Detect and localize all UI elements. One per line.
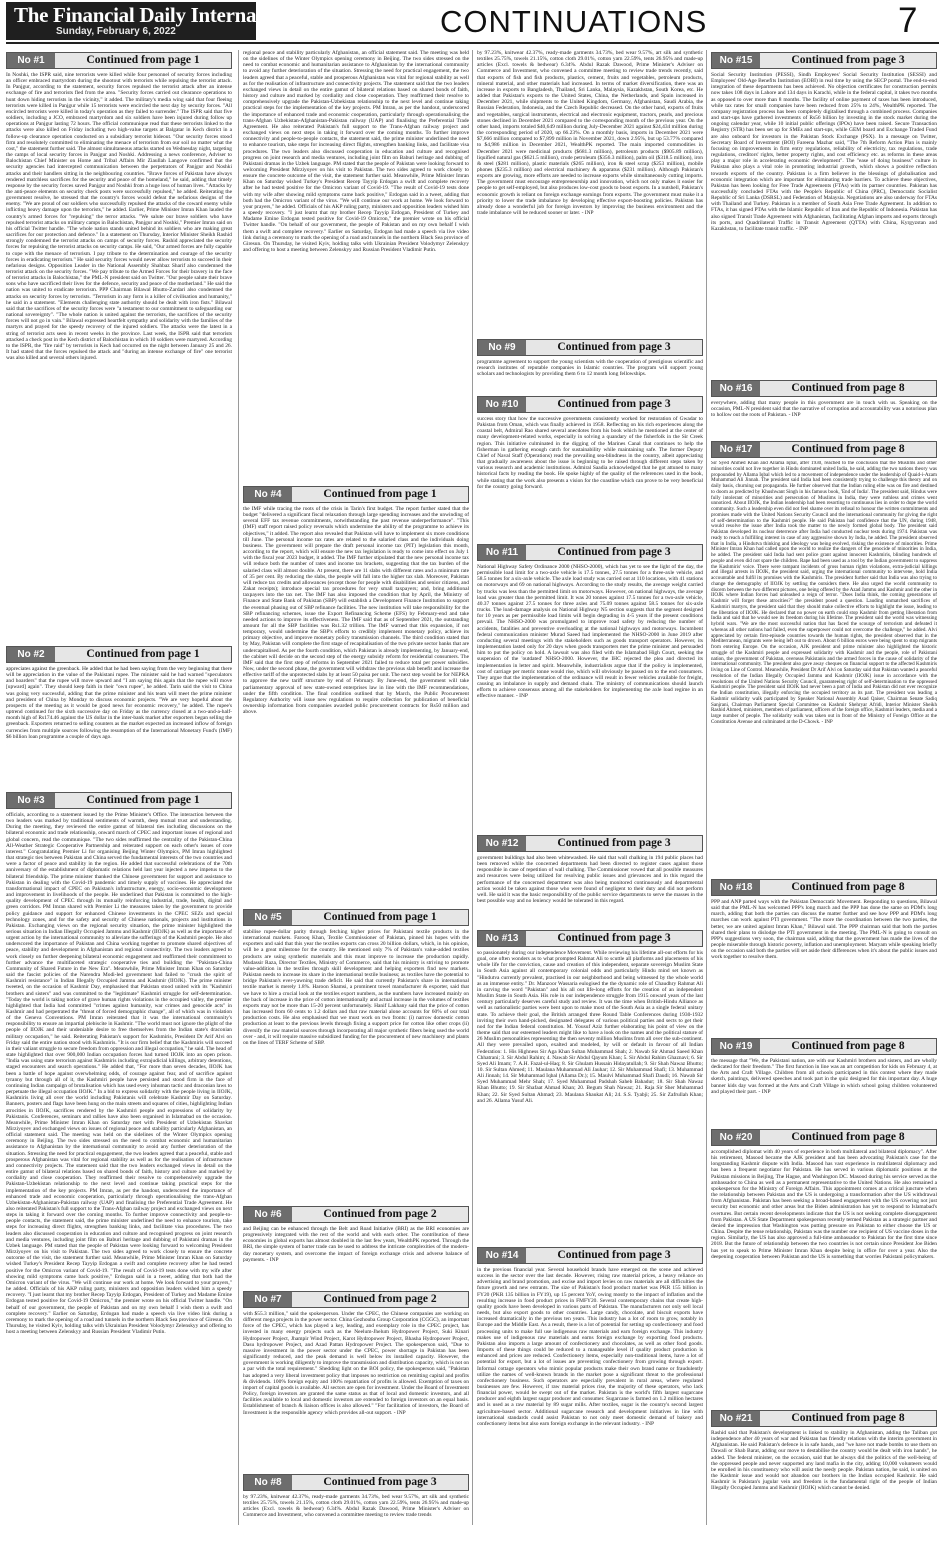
- article-body: appreciates against the greenback. He added that he had been saying from the very beginning that there will be appreciation in the value of the Pakistani rupee. The minister said he had warned "speculators and hoarders" that the rupee will move upward and "I am saying this again that the rupee will move [upward] again". They should keep faith in their "own rupee", he added. Tarin said the visit to China was going very successful, adding that the prime minister and his team will meet the prime minister and president of China by Monday to discuss economic projects. "We are very hopeful about the prospects of the meeting as it would be good news for economic recovery," he added. The rupee's uptrend continued for the sixth successive day on Friday as the currency closed at a two-and-a-half-month high of Rs174.46 against the US dollar in the inter-bank market after exporters began selling the greenback. Exporters returned to selling counters as the market expected an increased inflow of foreign currencies from multiple sources following the resumption of the International Monetary Fund's (IMF) $6 billion loan programme a couple of days ago.: [6, 666, 232, 740]
- article-number: No #11: [478, 545, 526, 560]
- article-number: No #12: [478, 836, 526, 851]
- article-header: [243, 909, 469, 926]
- article-continuation-title: Continued from page 3: [557, 546, 671, 558]
- article-body: the message that "We, the Pakistani nation, are with our Kashmiri brothers and sisters, and are wholly dedicated for their freedom." The first function in line was an art competition for kids on February 4, at the Arts and Craft Village. Children from all schools participated in this contest where they made sketch, paintings, delivered speeches and took part in the quiz designed for this important day. A huge banner kids day was formed at the Arts and Craft Village in which school going children volunteered and played their part. - INP: [711, 1058, 937, 1095]
- article-header: [243, 486, 469, 503]
- article-header: [6, 52, 232, 69]
- article-number: No #10: [478, 397, 526, 412]
- article-continuation-title: Continued from page 1: [86, 648, 200, 660]
- article-header: [477, 544, 703, 561]
- article-number: No #19: [712, 1039, 760, 1054]
- newspaper-title: The Financial Daily International: [14, 3, 306, 27]
- article-body: the IMF while tracing the roots of the crisis in Tarin's first budget. The report further stated that the budget "delivered a significant fiscal relaxation through large spending increases and the unwinding of several EFF tax revenue commitments, notwithstanding the past revenue underperformance". "This (IMF) staff report raised policy reversals which undermine the ability of the programme to achieve its objectives," it added. The report also revealed that Pakistan will have to implement six more conditions till June. The personal income tax rates are related to the salaried class and the individuals doing business. The government will prepare the draft personal income tax (PIT) legislation this month, according to the report, which will ensure the new tax legislation is ready to come into effect on July 1 with the fiscal year 2023 budget, it added. The IMF further stipulated that the new personal income tax will reduce both the number of rates and income tax brackets, suggesting that the tax burden of the salaried class will almost double. At present, there are 11 slabs with different rates and a minimum rate of 35 per cent. By reducing the slabs, the people will fall into the higher tax slab. Moreover, Pakistan will reduce tax credits and allowances (except those for people with disabilities and senior citizens, and Zakat receipts); introduce special tax procedures for very small taxpayers; and, bring additional taxpayers into the tax net. The IMF has also imposed the condition that by April, the Ministry of Finance and State Bank of Pakistan (SBP) will establish a Development Finance Institution to support the eventual phasing out of SBP refinance facilities. The new institution will take responsibility for the SBP refinancing schemes, issue the Export Refinancing Scheme (EFS) by February-end and take needed actions to improve its effectiveness. The IMF said that as of September 2021, the outstanding amount for all the SBP facilities was Rs1.32 trillion. The IMF warned that this expansion, if not temporary, would undermine the SBP's efforts to credibly implement monetary policy, achieve its primary objective, and improve monetary policy transmission channels. The third condition stated that by May, Pakistan will complete the first stage of recapitalisation of the two private sector banks that are undercapitalised. As per the fourth condition, which Pakistan is already implementing, by January-end, the cabinet will decide on the second step of the energy subsidy reform for residential consumers. The IMF said that the first step of reforms in September 2021 failed to reduce total per power subsidies. Now, under the second phase, the government will withdraw the previous slab benefit and increase the effective tariff of the unprotected slabs by at least 50 paisa per unit. The next step would be for NEPRA to approve the new tariff structure by end of February. By June-end, the government will take parliamentary approval of new state-owned enterprises law in line with the IMF recommendations, under the fifth condition. The final condition outlined that by March, the Public Procurement Regulatory Authority will issue new regulations to require collection for publication of beneficial ownership information from companies awarded public procurement contracts for Rs50 million and above.: [243, 506, 469, 716]
- column-divider: [238, 50, 239, 1525]
- article-body: Rashid said that Pakistan's development is linked to stability in Afghanistan, adding the Taliban got independence after 40 years of war and Pakistan has friendly relations with the interim government in Afghanistan. He said Pakistan's defence is in safe hands, and "we have not made bombs to use them on Dawali or Shab Barat, adding our move to destabilise the country would be dealt with iron hands", he added. The federal minister, on the occasion, said that he always did the politics of the well-being of the oppressed people and never supported any land mafia in the city, adding 10,000 volunteers would be enrolled in his constituency who will assist the needy people. Pakistan nation, he said, is united on the Kashmir issue and would not abandon our brothers in the Indian occupied Kashmir. He said Kashmir is Pakistan's jugular vein and freedom is the fundamental right of the people of Indian Illegally Occupied Jammu and Kashmir (IIOJK) which cannot be denied.: [711, 1430, 937, 1492]
- article-continuation-title: Continued from page 8: [791, 1412, 905, 1424]
- article-header: [243, 1474, 469, 1491]
- column-3: [477, 50, 703, 1488]
- article-body: Sir Syed Ahmed Khan and Allama Iqbal, after 1930, reached to the conclusion that the Muslims and other minorities could not live together in Hindu dominated united India, he said, adding the two nations theory was propounded by Allama Iqbal which led to a movement of independence under the leadership of Quaid-i-Azam Muhammad Ali Jinnah. The president said India had been consistently trying to challenge this theory and on daily basis, churning out propaganda. He further observed that the Indian ruling elite was on fire and destined to doom as predicted by Khushwant Singh in his famous book, 'End of India'. The president said, Hindus were fully intolerant of minorities and persecution of Muslims in India, they were ruthless and crimes went unnoticed. About IIOJK, the Indian leadership had been resorting to continuous lies in order to dupe the world community. Such a leadership even did not feel shame over its refusal to honour the written commitments and promises made with the United Nations Security Council and the international community for giving the right of self-determination to the Kashmiri people. He said Pakistan had confidence that the UN, during 1948, would resolve the issue after India took the matter to the newly formed global body. The president said Pakistan developed its nuclear deterrence after India had conducted nuclear tests during 1974. Pakistan was ready to reach a fulfilling interest in case of any aggressive shown by India, he added. The president observed that in India, a Hindutva thinking and ideology was being evolved, risking the existence of minorities. Prime Minister Imran Khan had called upon the world to realize the dangers of the genocide of minorities in India, he added. The president said India had sent police grant against innocent Kashmiris, blinding hundreds of people and even did not spare the children. Rape had been used as a tool by the Indian government to suppress the Kashmiris' voice. There were rampant incidents of gross human rights violations, extra-judicial killings and illegal arrests in IIOJK, the president said, urging the international community to intervene, hold India accountable and fulfil its promises with the Kashmiris. The president further said that India was also trying to change the demography of IIOJK by settling the outsiders there. He also urged the world community to discern between the two different pictures, one being offered by the Azad Jammu and Kashmir and the other in IIOJK where Indian forces had unleashed a reign of terror. "Does India think, the coming generations of Kashmir will forget these atrocities?" the president posed a question. Lauding unmatched sacrifices of Kashmiri martyrs, the president said that they should make collective efforts to highlight the issue, leading to the liberation of IIOJK. He declared that no power on earth could stop Kashmir from getting liberation from India and said that he would see its freedom during his lifetime. The president said the world was witnessing hybrid wars. "We are the most successful nation that has faced the scourge of terrorism and defeated it whereas all other nations had failed, even the superpower could not overcome the challenge," he added. Alvi appreciated by certain first-episode countries towards the human rights, the president observed that in the Mediterranean, migrants were being left out to drown. About 6 billion euros were being spent to stop migrants from entering Europe. On the occasion, AJK president and prime minister also highlighted the historic struggle of the Kashmiri people and expressed solidarity with Kashmir and the people, role of Pakistani nation, the government of Pakistan, overseas Pakistanis and the armed forces in the cause of solidarity of the international community. The president also gave away cheques on financial support to the affected Kashmiris living on Line of Control. Meanwhile, President Dr Arif Alvi on Saturday said that Pakistan wanted a peaceful resolution of the Indian Illegally Occupied Jammu and Kashmir (IIOJK) issue in accordance with the resolutions of the United Nations Security Council, guaranteeing right of self-determination to the oppressed Kashmiri people. The president said IIOJK had never been a part of India and Pakistan did not ever recognize the Indian constitution, illegally enforcing the occupied territory as its part. The president was leading a Kashmir solidarity walk participated by Speaker National Assembly Asad Qaiser, Chairman Senate Sadiq Sanjrani, Chairman Parliament Special Committee on Kashmir Shehryar Afridi, Interior Minister Sheikh Rashid Ahmed, ministers, members of parliament, officers of the foreign office, Kashmiri leaders, media and a large number of people. The solidarity walk was taken out in front of the Ministry of Foreign Office at the Constitution Avenue and culminated at the D-Chowk. - INP: [711, 461, 937, 725]
- article-header: [477, 1247, 703, 1264]
- article-header: [477, 339, 703, 356]
- article-body: stabilise rupee-dollar parity through fetching higher prices for Pakistani textile products in the international markets. Farooq Khan, Textile Commissioner of Pakistan, pinned his hopes with the exporters and said that this year the textiles exports can cross 20 billion dollars, which, in his opinion, will be a great milestone for the country. He mentioned only 7% of Pakistan's value-added textiles products are using synthetic materials and this must improve to increase the production rapidly. Mudassir Raza, Director Textiles, Ministry of Commerce, said that his ministry is striving to promote value-addition in the textiles through skill development and helping exporters find new markets. Pakistan needs to increase its share in the international textile business; as textiles have the potential to bridge Pakistan's ever-yawning trade deficit. He said that currently Pakistan's share in international textile market is merely 1.8%. Haroon Shamsi, a prominent towel manufacturer & exporter, said that we have to hire a crucial look at the textiles export numbers, as the numbers have increased mainly on the back of increase in the price of cotton internationally and actual increase in the volumes of textiles exports may not be more than 15-20 percent unfortunately. Hanif Lakhany said that the price of cotton has increased from 60 cents to 1.2 dollars and that raw material alone accounts for 60% of our total production costs. He also emphasised that we must work on two fronts: (i) narrow domestic cotton production at least to the previous levels through fixing a support price for cotton like other crops (ii) diversify the raw material sources through incorporating all major synthetic fibers being used the world over - and, it will require massive subsidized funding for the procurement of new machinery and plants on the lines of TERF Scheme of SBP.: [243, 929, 469, 1046]
- article-continuation-title: Continued from page 1: [86, 794, 200, 806]
- article-number: No #14: [478, 1248, 526, 1263]
- article-continuation-title: Continued from page 2: [323, 1208, 437, 1220]
- article-number: No #6: [244, 1207, 292, 1222]
- article-body: so passionately during our independence Movement. While reviewing his lifetime all-out efforts for his goal, one often wonders as to what prompted Rahmat Ali to scuttle all platforms and placements of his whole life for the conviction, cause and creation of this independent, separate sovereign Muslim State in South Asia against all contemporary colonial odds and particularly Hindu mind set known as "Hindutva currently prevalent, practised in our neighborhood and being witnessed by the whole world as an immense entity." Dr. Manzoor Wassaria eulogised the the dynamic role of Chaudhry Rahmat Ali in carving the word "Pakistan" and his all out life-long efforts for the creation of an independent Muslim State in South Asia. His role in our independence struggle from 1915 onward years of the last century particularly deserves careful study and review. It was the time when British-Hindu Alliance as well as nationalistic parties were bent upon to make most of the South Asia as a single federal unitary state. To achieve their goal, the British arranged three Round Table Conferences during 1930-1932 inviting their own hand-picked, designated delegates of various political parties and sects to get their nod for the Indian federal constitution. M. Yousuf Aziz further elaborating his point of view on the theme said that our esteemed leaders might like to have a look on the names and the political stature of 26 Muslim personalities representing the then seventy million Muslims from all over the sub-continent. All they were prevailed upon, exalted and modeled, by will or default in favour of all Indian Federation: 1. His Highness Sir Aga Khan Sultan Muhammad Shah; 2. Nawab Sir Ahmad Saeed Khan Chhatrani; 3. Sir Abdul Rahim; 4. Nawab Sir Abdul Qayum Khan; 5. Sir Abdul Rahim Ghaznavi; 6. Sir Syed Ali Imam; 7. A.H. Fazal-ul-Haq; 8. Sir Ghulam Hussain Hidayatullah; 9. Sir Shah Nawaz Bhutto; 10. Sir Sultan Ahmed; 11. Maulana Muhammad Ali Jauhar; 12. Sir Muhammad Shafi; 13. Muhammad Ali Jinnah; 14. Sir Muhammad Iqbal (Allama Dr.); 15. Maulvi Muhammad Shafi Daudi; 16. Nawab Sir Syed Muhammad Mehr Shah; 17. Syed Muhammad Padshah Saheb Bahadur; 18. Sir Shah Nawaz Khan Bhutto; 19. Sir Shafaat Ahmad Khan; 20. Begum Shah Nawaz; 21. Raja Sir Sher Muhammad Khan; 22. Sir Syed Sultan Ahmad; 23. Maulana Shaukat Ali; 24. S.S. Tyabji; 25. Sir Zafrullah Khan; and 26. Allama Yusuf Ali.: [477, 950, 703, 1104]
- article-header: [477, 835, 703, 852]
- column-1: [6, 50, 232, 1497]
- article-number: No #18: [712, 880, 760, 895]
- article-body: with $55.3 million," said the spokesperson. Under the CPEC, the Chinese companies are working on different mega projects in the power sector. China Gezhouba Group Corporation (CGGC), an important force of the CPEC, which has played a key, leading, and exemplary role in the CPEC project, has invested in many energy projects such as the Neelum-Jhelum Hydropower Project, Suki Kinari Hydropower Project, Jhampir Wind Project, Karot Hydropower Project, Bhasha Hydropower Project, Dasu hydropower Project, and Azad Pattan Hydropower Project. The spokesperson said, "Due to massive investment in the power sector under the CPEC, power shortage in Pakistan has been significantly reduced, and the peak demand is well below its installed capacity. However, the government is working diligently to improve the transmission and distribution capacity, which is not on a par with the total requirement." Shedding light on the BOI policy, the spokesperson said, "Pakistan has adopted a very liberal investment policy that imposes no restriction on remitting capital and profits & dividends. 100% foreign equity and 100% repatriation of profits is allowed. Exemption of taxes on import of capital goods is available. All sectors are open for investment. Under the Board of Investment Policy, foreign investors are granted the same status as that of local and domestic investors, and all facilities available to local and domestic investors are extended to foreign investors on an equal basis. Establishment of branch & liaison offices is also allowed." "For facilitation of investors, the Board of Investment is the responsible agency which provides all-out support. - INP: [243, 1311, 469, 1416]
- article-continuation-title: Continued from page 8: [791, 1131, 905, 1143]
- column-divider: [706, 50, 707, 1525]
- article-body: Social Security Institution (PESSI), Sindh Employees' Social Security Institution (SESSI) and Employees' Old-Age Benefits Institution (EOBI) in real time by using the SECP portal. The end-to-end integration of these departments has been achieved. No objection certificates for construction permits now takes 108 days in Lahore and 134 days in Karachi, while in the federal capital, it takes two months as opposed to over more than 8 months. The facility of online payment of taxes has been introduced, while tax rates for small companies have been reduced from 25% to 24%, WealthPK reported. The company registration process has been completely digitalised through a combined process. Companies and start-ups have gathered investments of Rs56 billion by investing in the stock market during the ongoing calendar year, while 10 initial public offerings (IPOs) have been raised. Secure Transaction Registry (STR) has been set up for SMEs and start-ups, while GEM board and Exchange Traded Fund are also onboard for investors in the Pakistan Stock Exchange (PSX). In a message on Twitter, Secretary Board of Investment (BOI) Fareena Mazhar said, "The 7th Reform Action Plan is mainly focusing on improvements in firm entry regulations, reliability of electricity, tax regulations, trade regulations, creditors' rights, better property rights, and cost efficiency etc. as reforms in these areas play a major role in accelerating economic development". The "ease of doing business" culture in Pakistan also plays a vital role in promoting industrial growth, which shows a positive reflection towards exports of the country. Pakistan is a firm believer in the blessings of globalisation and economic integration which are important for eliminating trade barriers. To achieve these objectives, Pakistan has been looking for Free Trade Agreements (FTAs) with its partner countries. Pakistan has successfully concluded FTAs with the People's Republic of China (PRC), Democratic Socialist Republic of Sri Lanka (DSRSL) and Federation of Malaysia. Negotiations are also underway for FTAs with Thailand and Turkey. Pakistan is a member of South Asia Free Trade Agreement. In addition to FTAs, it has signed PTAs with the Islamic Republic of Iran and the Republic of Indonesia. Pakistan has also signed Transit Trade Agreement with Afghanistan, facilitating Afghan imports and exports through its ports, and Quadrilateral Traffic in Transit Agreement (QTTA) with China, Kyrgyzstan and Kazakhstan, to facilitate transit traffic. - INP: [711, 72, 937, 232]
- article-continuation-title: Continued from page 3: [323, 1476, 437, 1488]
- article-body-start: by 97.23%, knitwear 42.37%, ready-made garments 34.73%, bed wear 9.57%, art silk and synthetic textiles 25.75%, towels 21.15%, cotton cloth 29.01%, cotton yarn 22.59%, tents 26.95% and made-up articles (Excl. towels & bedwear) 6.34%. Abdul Razak Dawood, Prime Minister's Adviser on Commerce and Investment, who convened a committee meeting to review trade trends: [243, 1494, 469, 1519]
- article-header: [711, 1038, 937, 1055]
- article-number: No #2: [7, 647, 55, 662]
- article-continuation-title: Continued from page 8: [791, 881, 905, 893]
- masthead: [0, 0, 945, 44]
- article-body: by 97.23%, knitwear 42.37%, ready-made garments 34.73%, bed wear 9.57%, art silk and synthetic textiles 25.75%, towels 21.15%, cotton cloth 29.01%, cotton yarn 22.59%, tents 26.95% and made-up articles (Excl. towels & bedwear) 6.34%. Abdul Razak Dawood, Prime Minister's Adviser on Commerce and Investment, who convened a committee meeting to review trade trends recently, said that exports of fish and fish products, plastics, cement, fruits and vegetables, petroleum products, mineral material, and other materials had increased. In terms of market diversification, there was an increase in exports to Bangladesh, Thailand, Sri Lanka, Malaysia, Kazakhstan, South Korea, etc. He added that Pakistan's exports to the United States, China, the Netherlands, and Spain increased in December 2021, while shipments to the United Kingdom, Germany, Afghanistan, Saudi Arabia, the Russian Federation, Indonesia, and the Czech Republic decreased. On the other hand, exports of fruits and vegetables, surgical instruments, electrical and electronic equipment, tractors, pearls, and precious stones declined in December 2021 compared to the corresponding month of the previous year. On the other hand, imports totaled $40,649 million during July-December 2021 against $24,434 million during the corresponding period of 2020, up 66.23%. On a monthly basis, imports in December 2021 were $7,666 million compared to $7,899 million in November 2021, down 2.95%, but up 53.77% compared to $4,986 million in December 2021, WealthPK reported. The main imported commodities in December 2021 were medicinal products ($681.3 million), petroleum products ($905.89 million), liquified natural gas ($621.5 million), crude petroleum ($356.3 million), palm oil ($318.5 million), iron & steel ($281 million), plastic materials ($265 million), iron & steel scrap ($253 million), mobile phones ($235.3 million) and electrical machinery & apparatus ($231 million). Although Pakistan's exports are growing, more efforts are needed to increase exports while simultaneously cutting imports. The government must encourage entrepreneurship and innovation, which not only makes it easier for people to get self-employed, but also produces low-cost goods to boost exports. In a nutshell, Pakistan's economic growth is reliant on foreign exchange earnings from exports. The government must make it a priority to lower the trade imbalance by developing effective export-boosting policies. Pakistan has already done a wonderful job for foreign investors by improving the business environment and the trade imbalance will be reduced sooner or later. - INP: [477, 50, 703, 217]
- article-body: officials, according to a statement issued by the Prime Minister's Office. The interaction between the two leaders was marked by traditional sentiments of warmth, deep mutual trust and understanding. During the meeting, they reviewed the entire gamut of bilateral ties including discussions on the bilateral economic and trade relationship, onward march of CPEC and important issues of regional and global concern, read the communique. "The two sides reaffirmed the centrality of the Pakistan-China All-Weather Strategic Cooperative Partnership and reiterated support on each other's issues of core interest." Congratulating Premier Li for organising Beijing Winter Olympics, PM Imran highlighted that strategic ties between Pakistan and China served the fundamental interests of the two countries and were a factor of peace and stability in the region. He added that successful celebrations of the 70th anniversary of the establishment of diplomatic relations held last year injected a new impetus to the bilateral friendship. The prime minister thanked the Chinese government for support and assistance to Pakistan in dealing with the Covid-19 pandemic and timely supply of vaccines. He appreciated the transformational impact of CPEC on Pakistan's infrastructure, energy, socio-economic development and improvement in livelihoods of the people. He underlined that Pakistan is committed to the high-quality development of CPEC through its mutually reinforcing industrial, trade, health, digital and green corridors. PM Imran shared with Premier Li the measures taken by the government to provide policy guidance and support for enhanced Chinese investments in the CPEC SEZs and special technology zones, and for the safety and security of Chinese nationals, projects and institutions in Pakistan. Exchanging views on the regional security situation, the prime minister highlighted the serious situation in Indian Illegally Occupied Jammu and Kashmir (IIOJK) as well as the importance of urgent action by the international community to alleviate the sufferings of the Kashmiri people. He also underscored the importance of Pakistan and China working together to promote shared objectives of peace, stability and development in Afghanistan and regional connectivity. The two leaders agreed to work closely on further deepening bilateral economic engagement and reaffirmed their commitment to further advance the multifaceted strategic cooperative ties and building the "Pakistan-China Community of Shared Future in the New Era". Meanwhile, Prime Minister Imran Khan on Saturday said the fascist policies of the Narendra Modi-led government had failed to "crush the spirit of Kashmiri resistance" in Indian Illegally Occupied Jammu and Kashmir (IIOJK). The prime minister tweeted, on the occasion of Kashmir Day, emphasised that Pakistan stood united with its "Kashmiri brothers and sisters" and was committed to the "legitimate" Kashmiri struggle for self-determination. "Today the world is taking notice of grave human rights violations in the occupied valley, the premier highlighted that India had committed "crimes against humanity, war crimes and genocide acts" in Kashmir and had perpetrated the "threat of forced demographic change", all of which was in violation of the Geneva Conventions. PM Imran reiterated that it was the international community's responsibility to ensure an impartial plebiscite in Kashmir. "The world must not ignore the plight of the people of IIOJK and their undeniable desire to free themselves from the Indian state's draconian military occupation," he said. Reiterating Pakistan's support for Kashmiris, President Dr Arif Alvi on Friday said the entire nation stood with Kashmiris. "It is our firm belief that the Kashmiris will succeed in their valiant struggle to secure freedom from oppression and illegal occupation," he said. The head of state highlighted that over 900,000 Indian occupation forces had turned IIOJK into an open prison. "India was using state terrorism against Kashmiris including extrajudicial killings, arbitrary detentions, staged encounters and search operations." He added that, "For more than seven decades, IIOJK has been a battle of hope against overwhelming odds, of courage against fear, and of sacrifice against tyranny but through all of it, the Kashmiri people have persisted and stood firm in the face of continuing Indian campaign of brutalisation which has used every inhuman tactic and draconian laws to perpetuate the illegal occupation IIOJK." In a bid to express solidarity with the people living in IIOJK, Kashmiris living all over the world including Pakistanis will celebrate Kashmir Day on Saturday. Banners, posters and flags have been hung on the main streets and squares of cities, highlighting Indian atrocities in IIOJK, sacrifices rendered by the Kashmiri people and expressions of solidarity by Pakistanis. Conferences, seminars and rallies have also been organised in Islamabad on the occasion. Meanwhile, Prime Minister Imran Khan on Saturday met with President of Uzbekistan Shavkat Mirziyoyev and exchanged views on issues of regional peace and stability particularly Afghanistan, an official statement said. The meeting was held on the sidelines of the Winter Olympics opening ceremony in Beijing. The two sides stressed on the need to combat economic and humanitarian assistance to Afghanistan by the international community to avoid any further deterioration of the situation. Stressing the need for practical engagement, the two leaders agreed that a peaceful, stable and prosperous Afghanistan was vital for regional stability as well as for the realisation of infrastructure and connectivity projects. The statement said that the two leaders exchanged views in detail on the entire gamut of bilateral relations based on shared bonds of faith, history and culture and marked by cordiality and close cooperation. They reaffirmed their resolve to comprehensively upgrade the Pakistan-Uzbekistan relationship to the next level and continue taking practical steps for the implementation of the key projects. PM Imran, as per the handout, underscored the importance of enhanced trade and economic cooperation, particularly through operationalising the trans-Afghan Uzbekistan-Afghanistan-Pakistan railway (UAP) and finalising the Preferential Trade Agreement. He also reiterated Pakistan's full support to the Trans-Afghan railway project and exchanged views on next steps in taking it forward over the coming months. To further improve connectivity and people-to-people contacts, the statement said, the prime minister underlined the need to enhance tourism, take steps for increasing direct flights, strengthen banking links, and facilitate visa procedures. The two leaders also discussed cooperation in education and culture and recognised progress on joint research and media ventures, including joint film on Baburi heritage and dubbing of Pakistani dramas in the Uzbek language. PM stated that the people of Pakistan were looking forward to welcoming President Mirziyoyev on his visit to Pakistan. The two sides agreed to work closely to ensure the concrete outcome of the visit, the statement further said. Meanwhile, Prime Minister Imran Khan on Saturday wished Turkey's President Recep Tayyip Erdogan a swift and complete recovery after he had tested positive for the Omicron variant of Covid-19. "The result of Covid-19 tests done with my wife after showing mild symptoms came back positive," Erdogan said in a tweet, adding that both had the Omicron variant of the virus. "We will continue our work at home. We look forward to your prayers," he added. Officials of his AKP ruling party, ministers and opposition leaders wished him a speedy recovery. "I just learnt that my brother Recep Tayyip Erdogan, President of Turkey and Madame Emine Erdogan tested positive for Covid-19 Omicron," the premier wrote on his official Twitter handle. "On behalf of our government, the people of Pakistan and on my own behalf I wish them a swift and complete recovery." Earlier on Saturday, Erdogan had made a speech via live video link during a ceremony to mark the opening of a road and tunnels in the northern Black Sea province of Giresun. On Thursday, he visited Kyiv, holding talks with Ukrainian President Volodymyr Zelenskyy and offering to host a meeting between Zelenskyy and Russian President Vladimir Putin.: [6, 812, 232, 1336]
- article-header: [711, 1129, 937, 1146]
- article-continuation-title: Continued from page 1: [86, 54, 200, 66]
- column-2: [243, 50, 469, 1537]
- article-number: No #15: [712, 53, 760, 68]
- article-number: No #3: [7, 793, 55, 808]
- article-header: [711, 52, 937, 69]
- article-number: No #4: [244, 487, 292, 502]
- article-continuation-title: Continued from page 8: [791, 443, 905, 455]
- article-number: No #16: [712, 381, 760, 396]
- article-header: [243, 1291, 469, 1308]
- column-divider: [472, 50, 473, 1525]
- masthead-rule: [6, 42, 939, 44]
- article-number: No #9: [478, 340, 526, 355]
- article-header: [243, 1206, 469, 1223]
- article-number: No #7: [244, 1292, 292, 1307]
- article-continuation-title: Continued from page 3: [557, 1249, 671, 1261]
- article-body-continued: [243, 50, 469, 483]
- article-number: No #13: [478, 931, 526, 946]
- article-number: No #20: [712, 1130, 760, 1145]
- article-continuation-title: Continued from page 1: [323, 911, 437, 923]
- article-body: success story that how the successive governments consistently worked for restoration of Gwadar to Pakistan from Oman, which was finally achieved in 1958. Reflecting on his rich experiences along the coastal belt, Admiral Rao shared several anecdotes from his book which he mentioned at the center of many development-related works, especially in solving a quandary of the fisherfolk in the Sir Creek region. This initiative culminated in the digging of the Marines Canal that continues to help the fisherman in gathering enough catch for sustainability while maintaining safe. The former Deputy Chief of Naval Staff (Operations) read the prevailing sea-blindness in the country, albeit appreciating that gradually awareness about the issue is beginning to be raised through different steps taken by various research and academic institutions. Admiral Saadia acknowledged that he got attuned to many historical facts by reading the book. He spoke highly of the quality of the references used in the book, while stating that the work also presents a vision for the coastline which can prove to be very beneficial for the country going forward.: [477, 416, 703, 490]
- article-header: [6, 646, 232, 663]
- article-body-part: regional peace and stability particularly Afghanistan, an official statement said. The meeting was held on the sidelines of the Winter Olympics opening ceremony in Beijing. The two sides stressed on the need to combat economic and humanitarian assistance to Afghanistan by the international community to avoid any further deterioration of the situation. Stressing the need for practical engagement, the two leaders agreed that a peaceful, stable and prosperous Afghanistan was vital for regional stability as well as for the realisation of infrastructure and connectivity projects. The statement said that the two leaders exchanged views in detail on the entire gamut of bilateral relations based on shared bonds of faith, history and culture and marked by cordiality and close cooperation. They reaffirmed their resolve to comprehensively upgrade the Pakistan-Uzbekistan relationship to the next level and continue taking practical steps for the implementation of the key projects. PM Imran, as per the handout, underscored the importance of enhanced trade and economic cooperation, particularly through operationalising the trans-Afghan Uzbekistan-Afghanistan-Pakistan railway (UAP) and finalising the Preferential Trade Agreement. He also reiterated Pakistan's full support to the Trans-Afghan railway project and exchanged views on next steps in taking it forward over the coming months. To further improve connectivity and people-to-people contacts, the statement said, the prime minister underlined the need to enhance tourism, take steps for increasing direct flights, strengthen banking links, and facilitate visa procedures. The two leaders also discussed cooperation in education and culture and recognised progress on joint research and media ventures, including joint film on Baburi heritage and dubbing of Pakistani dramas in the Uzbek language. PM stated that the people of Pakistan were looking forward to welcoming President Mirziyoyev on his visit to Pakistan. The two sides agreed to work closely to ensure the concrete outcome of the visit, the statement further said. Meanwhile, Prime Minister Imran Khan on Saturday wished Turkey's President Recep Tayyip Erdogan a swift and complete recovery after he had tested positive for the Omicron variant of Covid-19. "The result of Covid-19 tests done with my wife after showing mild symptoms came back positive," Erdogan said in a tweet, adding that both had the Omicron variant of the virus. "We will continue our work at home. We look forward to your prayers," he added. Officials of his AKP ruling party, ministers and opposition leaders wished him a speedy recovery. "I just learnt that my brother Recep Tayyip Erdogan, President of Turkey and Madame Emine Erdogan tested positive for Covid-19 Omicron," the premier wrote on his official Twitter handle. "On behalf of our government, the people of Pakistan and on my own behalf I wish them a swift and complete recovery." Earlier on Saturday, Erdogan had made a speech via live video link during a ceremony to mark the opening of a road and tunnels in the northern Black Sea province of Giresun. On Thursday, he visited Kyiv, holding talks with Ukrainian President Volodymyr Zelenskyy and offering to host a meeting between Zelenskyy and Russian President Vladimir Putin.: [243, 50, 469, 253]
- article-header: [711, 1410, 937, 1427]
- page-number: 7: [898, 1, 918, 40]
- article-number: No #21: [712, 1411, 760, 1426]
- issue-date: Sunday, February 6, 2022: [56, 26, 176, 37]
- article-number: No #1: [7, 53, 55, 68]
- newspaper-banner: [6, 2, 306, 40]
- article-number: No #8: [244, 1475, 292, 1490]
- article-header: [477, 396, 703, 413]
- article-number: No #17: [712, 442, 760, 457]
- column-4: [711, 50, 937, 1556]
- article-continuation-title: Continued from page 3: [557, 341, 671, 353]
- article-body: and Beijing can be enhanced through the Belt and Road Initiative (BRI) as the BRI economies are progressively integrated with the rest of the world and with each other. The contribution of these economies in global exports has almost doubled in the last few years, WealthPK reported. Through the BRI, the simple system of barter trade can be used to address the intricate complexities of the modern-day monetary system, and overcome the impact of foreign exchange crisis and adverse balance of payments. - INP: [243, 1226, 469, 1263]
- article-header: [711, 380, 937, 397]
- section-title: CONTINUATIONS: [440, 4, 708, 39]
- article-header: [6, 792, 232, 809]
- article-header: [477, 930, 703, 947]
- article-continuation-title: Continued from page 1: [323, 488, 437, 500]
- article-body: In Noshki, the ISPR said, nine terrorists were killed while four personnel of security forces including an officer embraced martyrdom during the shootout with terrorists while repulsing the terrorist attack. In Panjgur, according to the statement, security forces repulsed the terrorist attack after an intense exchange of fire and terrorists fled from the area. "Security forces carried out clearance operations to hunt down hiding terrorists in the vicinity," it added. The military's media wing said that four fleeing terrorists were killed in Panjgur while 15 terrorists were encircled the next day by security forces. "All encircled terrorists were killed in today's operation as they failed to surrender." The ISPR said that five soldiers, including a JCO, embraced martyrdom and six soldiers have been injured during follow up operations at Panjgur lasting 72 hours. The official communique read that these terrorists linked to the attacks were also killed on Friday including two high-value targets at Balgatar in Kech district in a follow-up clearance operation conducted on a subsidiary terrorist hideout. "Our security forces stood firm and resolutely committed to eliminating the menace of terrorism from our soil no matter what the cost," the statement further said. The almost simultaneous attacks started on Wednesday night, targeting the camps of local security forces in Panjgur and Noshki. Addressing a news conference, Adviser to Balochistan Chief Minister on Home and Tribal Affairs Mir Ziaullah Langove confirmed that the security agencies had intercepted communication between the perpetrators of Panjgur and Noshki attacks and their handlers sitting in the neighbouring countries. "Brave forces of Pakistan have always rendered matchless sacrifices for the security and peace of the homeland," he said, adding that timely response by the security forces saved Panjgur and Noshki from a huge loss of human lives. "Attacks by the anti-peace elements on security check posts were successfully repulsed," he added. Reiterating the government resolve, he stressed that the country's forces would defeat the nefarious designs of the enemy. "We are proud of our soldiers who successfully repulsed the attacks of the coward enemy while inflicting heavy damage upon the terrorists," he added. Earlier, Prime Minister Imran Khan lauded the country's armed forces for "repulsing" the terror attacks. "We salute our brave soldiers who have repulsed terrorist attacks on military camps in Balochistan, Panjgur and Noshki," Premier Imran said on his official Twitter handle. "The whole nation stands united behind its soldiers who are making great sacrifices for our protection and defence." In a statement on Thursday, Interior Minister Sheikh Rashid strongly condemned the terrorist attacks on camps of security forces. Rashid appreciated the security forces for repulsing the terrorist attacks on security camps. He said, "Our armed forces are fully capable to cope with the menace of terrorism. I pay tribute to the determination and courage of the security forces in eradicating terrorism." He said security forces would never allow terrorists to succeed in their nefarious designs. Opposition Leader in the National Assembly Shahbaz Sharif also condemned the terrorist attack on the security forces. "We pay tribute to the Armed Forces for their bravery in the face of terrorist attacks in Balochistan," the PML-N president said on Twitter. "Our people salute their brave sons who have sacrificed their lives for the defence, security and peace of the motherland." He said the nation was united to eradicate terrorism. PPP Chairman Bilawal Bhutto-Zardari also condemned the attacks on security forces by terrorists. "Terrorism in any form is a killer of civilisation and humanity," he said in a statement. "Elements challenging state authority should be dealt with iron fists." Bilawal said that the sacrifices of the security forces were "a testament to our commitment to safeguarding our national sovereignty". "The whole nation is united against the terrorists, the sacrifices of the security forces will not go in vain." Bilawal expressed heartfelt sympathy and solidarity with the families of the martyrs and prayed for the speedy recovery of the injured soldiers. The attacks were the latest in a string of terrorist acts seen in recent weeks in the province. Last week, the ISPR said that terrorists attacked a check post in the Kech district of Balochistan in which 10 soldiers were martyred. According to the ISPR, the "fire raid" by terrorists in Kech had occurred on the night between January 25 and 26. It had stated that the forces repulsed the attack and "during an intense exchange of fire" one terrorist was also killed and several others injured.: [6, 72, 232, 362]
- article-body: accomplished diplomat with 40 years of experience in both multilateral and bilateral diplomacy". After his retirement, Masood became the AJK president and has been advocating Pakistan's case for the longstanding Kashmir dispute with India. Masood has vast experience in multilateral diplomacy and has been a frequent negotiator for Pakistan. He has served in various diplomatic positions at the Pakistan missions in Beijing, The Hague, and Washington DC. Masood during his service served as the ambassador to China as well as a permanent representative to the United Nations. He also remained a spokesperson for the Ministry of Foreign Affairs. This appointment comes at a critical juncture when the relationship between Pakistan and the US is undergoing a transformation after the US withdrawal from Afghanistan. Pakistan has been seeking a broad-based engagement with the US covering not just security but economic and other areas but the Biden administration has yet to respond to Islamabad's overtures. But certain recent developments indicate that the US is not seeking complete disengagement from Pakistan. A US State Department spokesperson recently termed Pakistan as a strategic partner and denied the impression that Washington was putting pressure on Pakistan to either choose the US or China. Despite the tense relationship, Pakistan was the number one recipient of US vaccine doses in the region. Similarly, the US has also approved a full-time ambassador to Pakistan for the first time since 2018. But the future of relationship between the two countries is not certain since President Joe Biden has yet to speak to Prime Minister Imran Khan despite being in office for over a year. Also the deepening cooperation between Pakistan and the US is something that worries Pakistani policymakers.: [711, 1149, 937, 1260]
- article-continuation-title: Continued from page 8: [791, 1040, 905, 1052]
- article-number: No #5: [244, 910, 292, 925]
- article-continuation-title: Continued from page 8: [791, 382, 905, 394]
- article-header: [711, 879, 937, 896]
- article-continuation-title: Continued from page 3: [557, 932, 671, 944]
- article-continuation-title: Continued from page 3: [557, 837, 671, 849]
- article-continuation-title: Continued from page 3: [557, 398, 671, 410]
- article-continuation-title: Continued from page 2: [323, 1293, 437, 1305]
- article-body: programme agreement to support the young scientists with the cooperation of prestigious scientific and research institutes of reputable companies in Islamic countries. The program will support young scholars and technologists by providing them 6 to 12 month long fellowships.: [477, 359, 703, 378]
- article-body: in the previous financial year. Several household brands have emerged on the scene and achieved success in the sector over the last decade. However, rising raw material prices, a heavy reliance on advertising and brand promotion, and excise and import levies on raw materials are all difficulties the future growth and new entrants. The size of Pakistan's food product market was PKR 155 billion in FY20 (PKR 135 billion in FY19), up 15 percent YoY, owing mostly to the impact of inflation and the resulting increase in food product prices in FMFY20. Several contemporary chains that create high-quality goods have been developed in various parts of Pakistan. The manufacturers not only sell local needs, but also export goods to other countries. Large candy, chocolate, and biscuit exports have increased dramatically in the previous ten years. This industry has a lot of room to grow, notably in Europe and the Middle East. As a result, there is a lot of potential for setting up confectionery and food processing units to make full use indigenous raw materials and earn foreign exchange. This industry makes use of indigenous raw materials and earns foreign exchange by exporting food products. Pakistan also imports a large amount of confectionery and chocolates, as well as other food goods. Imports of these things could be reduced to a manageable level if quality product production is enhanced and prices are reduced. Confectionery items, especially non-traditional items, have a lot of potential for export, but a lot of issues are preventing confectionery from growing through export. Informal cottage operators who mimic popular products make their own brand name or fraudulently utilize the names of well-known brands in the market pose a significant threat to the professional confectionery business. Such operators are especially prevalent in rural areas, where regulated businesses are few. However, if raw material prices rise, the majority of these operators, who lack financial power, would be swept out of the market. Pakistan is the world's fifth largest sugarcane producer and eighth largest sugar producer and consumer. Sugarcane is farmed on 1.2 million hectares and is used as a raw material by 89 sugar mills. After textiles, sugar is the country's second largest agriculture-based sector. Additional sugarcane research and development initiatives in line with international standards could assist Pakistan to not only meet domestic demand of bakery and confectionery items but also earn foreign exchange in the relevant industry. - INP: [477, 1267, 703, 1427]
- article-body: National Highway Safety Ordinance 2000 (NHSO-2000), which has yet to see the light of the day, the permissible load limit for a two-axle vehicle is 17.5 tonnes, 27.5 tonnes for a three-axle vehicle, and 58.5 tonnes for a six-axle vehicle. The axle load study was carried out at 110 locations, with 41 stations on motorways and 69 on national highways. According to the study results, the average weight carried by trucks was less than the permitted limit on motorways. However, on national highways, the average load was greater than the permitted limit. It was 20 tonnes against 17.5 tonnes for a two-axle vehicle, 40.37 tonnes against 27.5 tonnes for three axles and 75.09 tonnes against 58.5 tonnes for six-axle trucks. The load-damage analysis on National Highway N5 section suggests that the segment designed for 10 years as per permissible load limits will begin degrading in 4-5 years if the present conditions prevail. The NHSO-2000 was promulgated to improve road safety by reducing the number of accidents, fatalities and preventive overloading at the national highways and motorways. Incumbent federal communication minister Murad Saeed had implemented the NHSO-2000 in June 2019 after conducting several meetings with the stakeholders such as goods transport operators. However, its implementation lasted only for 20 days when goods transporters met the prime minister and persuaded him to put the policy on hold. A lawsuit was also filed with the Islamabad High Court, seeking the suspension of the 'outdated' NHSO-2000. However, the IHC rejected the plea and directed its implementation in letter and spirit. Meanwhile, industrialists argue that if the policy is implemented, cost of carriage per metric tonne would rise, which will obviously be passed on to the end consumers. They argue that the implementation of the ordinance will result in fewer vehicles available for freight, causing an imbalance in supply and demand chain. The ministry of communications should launch efforts to achieve consensus among all the stakeholders for implementing the axle load regime in an effective manner. - INP: [477, 564, 703, 700]
- article-body: government buildings had also been whitewashed. He said that wall chalking in 194 public places had been removed while the concerned departments had been directed to register cases against those responsible in case of repetition of wall chalking. The Commissioner vowed that all possible measures and resources were being utilized for resolving public issues and grievances and in this regard the performance of the concerned department was also being monitored continuously and departmental action would be taken against those who were found of negligent to their duty and did not perform well. He said it was the basic responsibility of the public service departments to serve the masses in the best possible way and no leniency would be tolerated in this regard.: [477, 855, 703, 905]
- article-continuation-title: Continued from page 3: [791, 54, 905, 66]
- article-header: [711, 441, 937, 458]
- article-body: PPP and ANP parted ways with the Pakistan Democratic Movement. Responding to questions, Bilawal said that the PML-N has welcomed PPP's long march and the PPP has done the same on PDM's long march, adding that both the parties can discuss the matter further and see how PPP and PDM's long marches can work against PTI government. "The more the coordination between the two parties, the better, we are united against Imran Khan," Bilawal said. The PPP chairman said that both the parties shared their plans to dislodge the PTI government in the meeting. The PML-N is going to consult on PPP's suggestions very soon, the chairman said, adding that the government has made the lives of the people miserable through historic poverty, inflation and unemployment. Maryam while speaking briefly on the occasion said both the parties will set aside their differences when it's about the public issues and work together to resolve them.: [711, 899, 937, 961]
- article-body: everywhere, adding that many people in this government are in touch with us. Speaking on the occasion, PML-N president said that the narrative of corruption and accountability was a notorious plan to hollow out the roots of Pakistan. - INP: [711, 400, 937, 419]
